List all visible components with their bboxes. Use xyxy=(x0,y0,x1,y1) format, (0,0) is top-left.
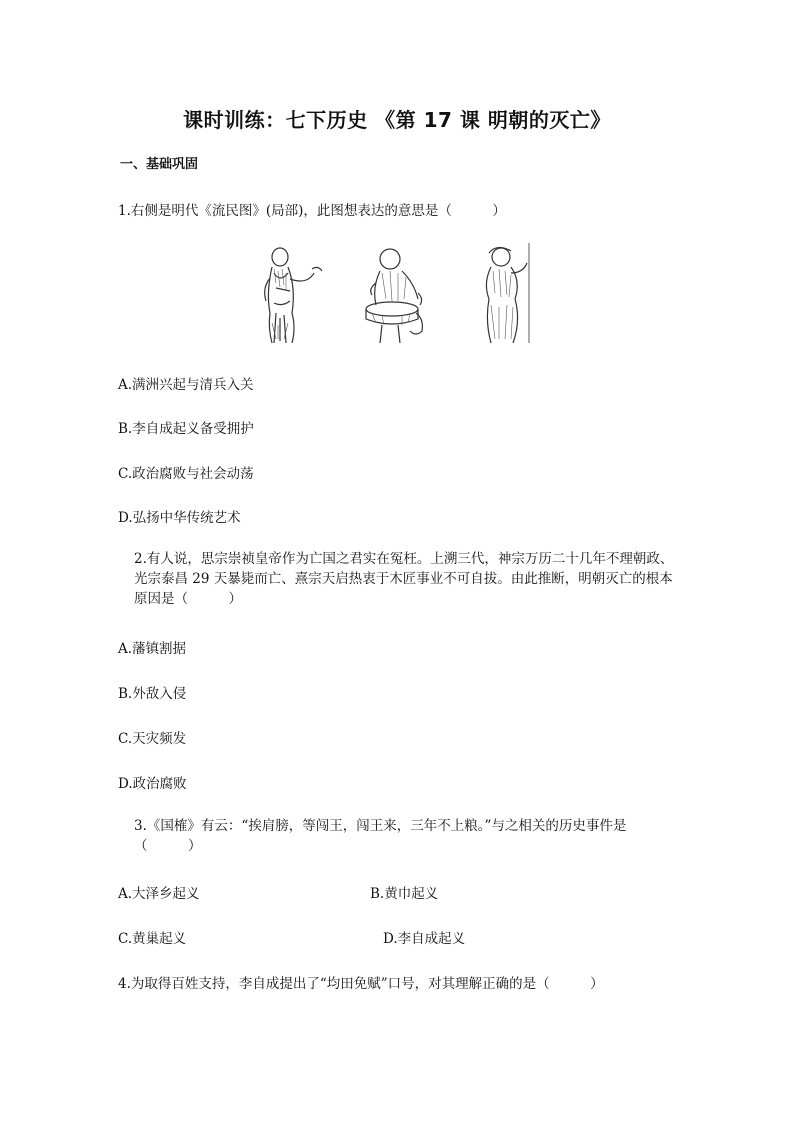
q1-option-c: C.政治腐败与社会动荡 xyxy=(118,466,254,482)
q2-option-d: D.政治腐败 xyxy=(118,776,187,792)
q1-option-d: D.弘扬中华传统艺术 xyxy=(118,510,241,526)
ragged-figure-icon xyxy=(477,243,534,345)
liumin-tu-figure xyxy=(262,243,534,345)
question-3-stem: 3.《国榷》有云：“挨肩膀，等闯王，闯王来，三年不上粮。”与之相关的历史事件是（ ） xyxy=(134,818,627,854)
question-1-stem: 1.右侧是明代《流民图》(局部)，此图想表达的意思是（ ） xyxy=(118,203,506,219)
question-4-stem: 4.为取得百姓支持，李自成提出了“均田免赋”口号，对其理解正确的是（ ） xyxy=(118,976,604,992)
q3-option-c: C.黄巢起义 xyxy=(118,931,187,947)
question-2-stem: 2.有人说，思宗崇祯皇帝作为亡国之君实在冤枉。上溯三代，神宗万历二十几年不理朝政、光宗泰昌 29 天暴毙而亡、熹宗天启热衷于木匠事业不可自拔。由此推断，明朝灭亡的根本原因是（ ） xyxy=(134,551,674,607)
q3-option-a: A.大泽乡起义 xyxy=(118,886,200,902)
beggar-figure-icon xyxy=(262,243,332,345)
q1-option-b: B.李自成起义备受拥护 xyxy=(118,421,254,437)
q2-option-b: B.外敌入侵 xyxy=(118,686,187,702)
q3-option-d: D.李自成起义 xyxy=(383,931,466,947)
q1-option-a: A.满洲兴起与清兵入关 xyxy=(118,377,254,393)
drummer-figure-icon xyxy=(362,243,432,345)
q2-option-a: A.藩镇割据 xyxy=(118,641,187,657)
q2-option-c: C.天灾频发 xyxy=(118,731,187,747)
section-heading: 一、基础巩固 xyxy=(120,157,199,172)
q3-option-b: B.黄巾起义 xyxy=(370,886,439,902)
page-title: 课时训练：七下历史 《第 17 课 明朝的灭亡》 xyxy=(183,108,611,132)
